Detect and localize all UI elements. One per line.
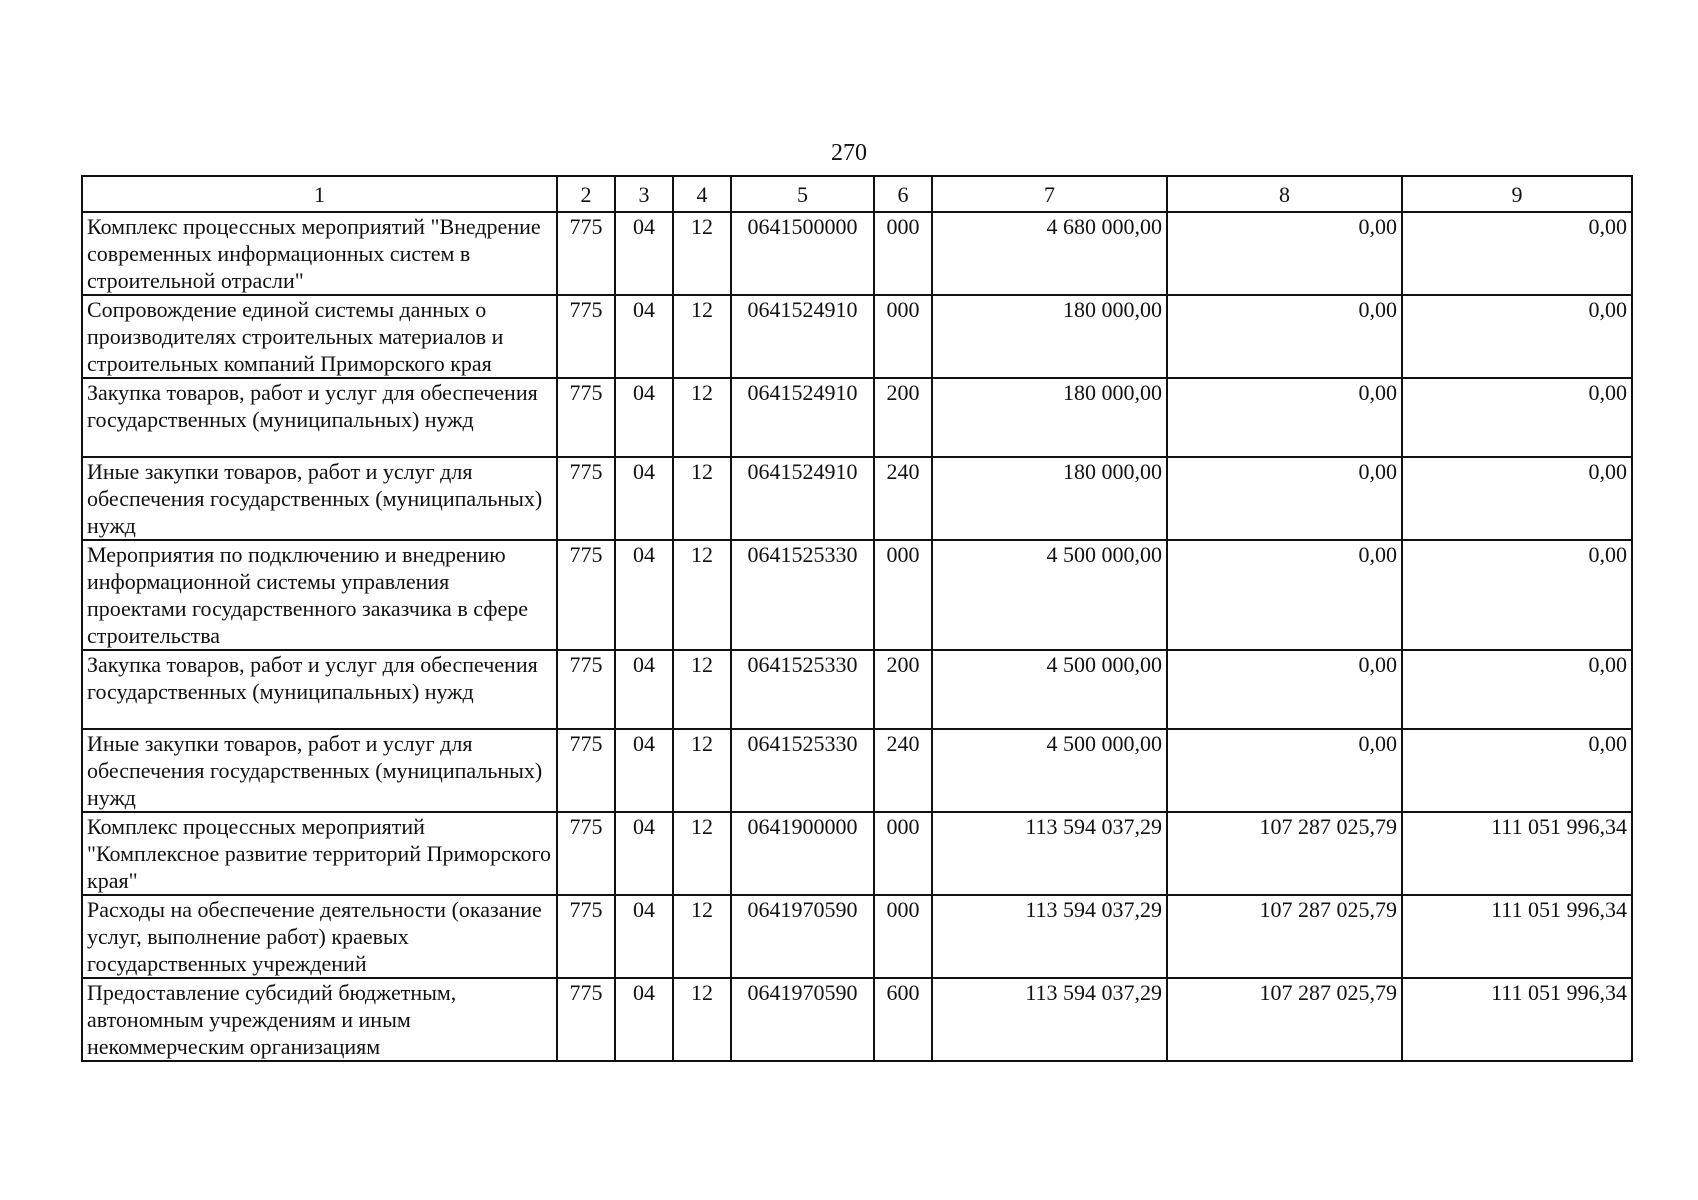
code-cell: 04: [615, 650, 673, 729]
row-name-cell: Предоставление субсидий бюджетным, автономным учреждениям и иным некоммерческим организациям: [82, 978, 557, 1061]
table-row: [82, 540, 1632, 650]
table-row: [82, 729, 1632, 812]
amount-cell: 111 051 996,34: [1402, 812, 1632, 895]
amount-cell: 113 594 037,29: [932, 978, 1167, 1061]
code-cell: 000: [874, 540, 932, 650]
amount-cell: 180 000,00: [932, 295, 1167, 378]
code-cell: 12: [673, 457, 731, 540]
amount-cell: 180 000,00: [932, 457, 1167, 540]
column-header: 4: [673, 176, 731, 212]
amount-cell: 113 594 037,29: [932, 895, 1167, 978]
code-cell: 0641525330: [731, 729, 874, 812]
budget-table: [81, 175, 1633, 1062]
code-cell: 775: [557, 729, 615, 812]
code-cell: 200: [874, 650, 932, 729]
code-cell: 600: [874, 978, 932, 1061]
code-cell: 000: [874, 212, 932, 295]
table-body: [82, 212, 1632, 1061]
code-cell: 04: [615, 295, 673, 378]
amount-cell: 0,00: [1167, 295, 1402, 378]
row-name-cell: Комплекс процессных мероприятий "Внедрение современных информационных систем в строительной отрасли": [82, 212, 557, 295]
amount-cell: 0,00: [1167, 378, 1402, 457]
code-cell: 775: [557, 457, 615, 540]
code-cell: 0641970590: [731, 978, 874, 1061]
page-number: 270: [831, 140, 867, 166]
amount-cell: 111 051 996,34: [1402, 895, 1632, 978]
amount-cell: 0,00: [1402, 540, 1632, 650]
code-cell: 04: [615, 895, 673, 978]
row-name-cell: Мероприятия по подключению и внедрению информационной системы управления проектами государственного заказчика в сфере строительства: [82, 540, 557, 650]
code-cell: 0641500000: [731, 212, 874, 295]
amount-cell: 4 500 000,00: [932, 729, 1167, 812]
column-header: 8: [1167, 176, 1402, 212]
code-cell: 04: [615, 729, 673, 812]
column-header: 2: [557, 176, 615, 212]
code-cell: 0641524910: [731, 378, 874, 457]
column-header: 3: [615, 176, 673, 212]
code-cell: 12: [673, 812, 731, 895]
amount-cell: 107 287 025,79: [1167, 978, 1402, 1061]
row-name-cell: Закупка товаров, работ и услуг для обеспечения государственных (муниципальных) нужд: [82, 378, 557, 457]
code-cell: 12: [673, 540, 731, 650]
column-header: 5: [731, 176, 874, 212]
code-cell: 04: [615, 540, 673, 650]
row-name-cell: Закупка товаров, работ и услуг для обеспечения государственных (муниципальных) нужд: [82, 650, 557, 729]
code-cell: 000: [874, 295, 932, 378]
code-cell: 0641525330: [731, 540, 874, 650]
code-cell: 12: [673, 978, 731, 1061]
amount-cell: 0,00: [1167, 729, 1402, 812]
code-cell: 775: [557, 212, 615, 295]
row-name-cell: Сопровождение единой системы данных о производителях строительных материалов и строительных компаний Приморского края: [82, 295, 557, 378]
code-cell: 12: [673, 295, 731, 378]
table-row: [82, 212, 1632, 295]
amount-cell: 0,00: [1402, 729, 1632, 812]
code-cell: 12: [673, 378, 731, 457]
code-cell: 0641900000: [731, 812, 874, 895]
column-header: 7: [932, 176, 1167, 212]
table-row: [82, 457, 1632, 540]
amount-cell: 113 594 037,29: [932, 812, 1167, 895]
code-cell: 12: [673, 650, 731, 729]
code-cell: 0641524910: [731, 295, 874, 378]
code-cell: 775: [557, 295, 615, 378]
column-header: 6: [874, 176, 932, 212]
row-name-cell: Иные закупки товаров, работ и услуг для обеспечения государственных (муниципальных) нужд: [82, 457, 557, 540]
amount-cell: 107 287 025,79: [1167, 895, 1402, 978]
table-row: [82, 295, 1632, 378]
code-cell: 775: [557, 540, 615, 650]
column-header: 9: [1402, 176, 1632, 212]
amount-cell: 4 500 000,00: [932, 650, 1167, 729]
code-cell: 000: [874, 895, 932, 978]
row-name-cell: Расходы на обеспечение деятельности (оказание услуг, выполнение работ) краевых государственных учреждений: [82, 895, 557, 978]
amount-cell: 0,00: [1402, 457, 1632, 540]
amount-cell: 111 051 996,34: [1402, 978, 1632, 1061]
code-cell: 04: [615, 378, 673, 457]
row-name-cell: Комплекс процессных мероприятий "Комплексное развитие территорий Приморского края": [82, 812, 557, 895]
code-cell: 775: [557, 650, 615, 729]
code-cell: 775: [557, 978, 615, 1061]
table-row: [82, 378, 1632, 457]
table-row: [82, 812, 1632, 895]
code-cell: 775: [557, 812, 615, 895]
code-cell: 775: [557, 895, 615, 978]
table-row: [82, 978, 1632, 1061]
amount-cell: 0,00: [1402, 378, 1632, 457]
code-cell: 04: [615, 978, 673, 1061]
row-name-cell: Иные закупки товаров, работ и услуг для обеспечения государственных (муниципальных) нужд: [82, 729, 557, 812]
amount-cell: 180 000,00: [932, 378, 1167, 457]
amount-cell: 0,00: [1167, 457, 1402, 540]
amount-cell: 107 287 025,79: [1167, 812, 1402, 895]
code-cell: 0641524910: [731, 457, 874, 540]
table-row: [82, 895, 1632, 978]
code-cell: 12: [673, 895, 731, 978]
amount-cell: 0,00: [1402, 650, 1632, 729]
code-cell: 0641970590: [731, 895, 874, 978]
code-cell: 12: [673, 729, 731, 812]
amount-cell: 4 500 000,00: [932, 540, 1167, 650]
code-cell: 775: [557, 378, 615, 457]
code-cell: 240: [874, 729, 932, 812]
amount-cell: 0,00: [1167, 650, 1402, 729]
code-cell: 04: [615, 812, 673, 895]
code-cell: 12: [673, 212, 731, 295]
amount-cell: 0,00: [1167, 540, 1402, 650]
code-cell: 04: [615, 212, 673, 295]
table-row: [82, 650, 1632, 729]
column-header: 1: [82, 176, 557, 212]
code-cell: 04: [615, 457, 673, 540]
amount-cell: 0,00: [1402, 295, 1632, 378]
amount-cell: 0,00: [1402, 212, 1632, 295]
code-cell: 200: [874, 378, 932, 457]
code-cell: 0641525330: [731, 650, 874, 729]
amount-cell: 4 680 000,00: [932, 212, 1167, 295]
code-cell: 240: [874, 457, 932, 540]
header-row: [82, 176, 1632, 212]
amount-cell: 0,00: [1167, 212, 1402, 295]
code-cell: 000: [874, 812, 932, 895]
